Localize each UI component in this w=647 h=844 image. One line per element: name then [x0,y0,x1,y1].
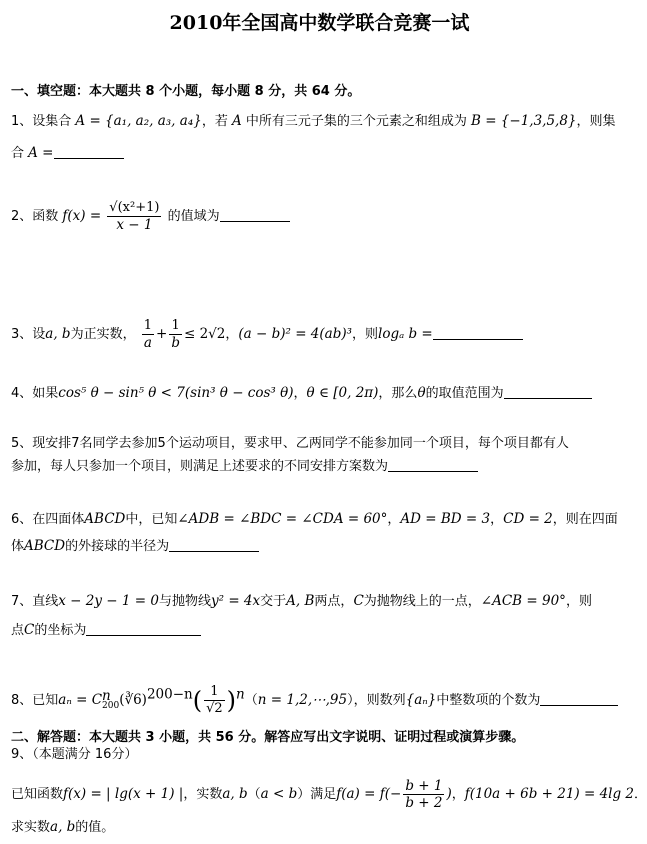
question-1-line-2: 合 A = [11,145,124,162]
set-b-definition: B = {−1,3,5,8} [470,113,577,129]
section-heading-fill-in: 一、填空题：本大题共 8 个小题，每小题 8 分，共 64 分。 [11,84,361,99]
answer-blank-8[interactable] [540,692,618,706]
question-6-line-2: 体ABCD的外接球的半径为 [11,538,259,555]
section-heading-solutions: 二、解答题：本大题共 3 小题，共 56 分。解答应写出文字说明、证明过程或演算步骤。 [11,730,525,745]
question-8: 8、已知aₙ = C n 200 (∛6)$^{200-n}$( $\frac{1}{√2}$ )$^n$（n = 1,2,⋯,95），则数列{aₙ}中整数项的个数为 [11,684,618,717]
question-3: 3、设a, b为正实数， $\frac{1}{a}$ + $\frac{1}{b}$ ≤ 2√2，(a − b)² = 4(ab)³，则logₐ b = [11,318,523,351]
question-1-line-1: 1、设集合 A = {a₁, a₂, a₃, a₄}，若 A 中所有三元子集的三个元素之和组成为 B = {−1,3,5,8}，则集 [11,113,616,129]
answer-blank-2[interactable] [220,208,290,222]
answer-blank-4[interactable] [504,385,592,399]
question-5-line-1: 5、现安排7名同学去参加5个运动项目，要求甲、乙两同学不能参加同一个项目，每个项目都有人 [11,436,569,451]
question-9-ask: 求实数a, b的值。 [11,819,115,835]
question-7-line-2: 点C的坐标为 [11,622,201,639]
question-2: 2、函数 f(x) = $\frac{\text{√(x²+1)}}{x - 1}$ 的值域为 [11,200,290,233]
page-title: 2010年全国高中数学联合竞赛一试 [169,12,470,34]
fraction-b-plus-1-over-b-plus-2: $\frac{b + 1}{b + 2}$ [405,778,443,811]
domain-fraction: $\frac{\text{√(x²+1)}}{x - 1}$ [109,200,160,233]
answer-blank-5[interactable] [388,458,478,472]
set-a-definition: A = {a₁, a₂, a₃, a₄} [75,113,202,129]
fraction-1-over-b: $\frac{1}{b}$ [171,318,180,351]
one-over-root-two: $\frac{1}{√2}$ [206,684,223,716]
question-7-line-1: 7、直线x − 2y − 1 = 0与抛物线y² = 4x交于A, B两点，C为抛物线上的一点，∠ACB = 90°，则 [11,593,592,609]
fraction-1-over-a: $\frac{1}{a}$ [143,318,152,351]
answer-blank-3[interactable] [433,326,523,340]
answer-blank-1[interactable] [54,145,124,159]
answer-blank-7[interactable] [86,622,201,636]
question-9-statement: 已知函数f(x) = | lg(x + 1) |，实数a, b（a < b）满足f(a) = f(− $\frac{b + 1}{b + 2}$ )，f(10a + 6b + 21) = 4lg 2． [11,778,647,811]
question-6-line-1: 6、在四面体ABCD中，已知∠ADB = ∠BDC = ∠CDA = 60°，AD = BD = 3，CD = 2，则在四面 [11,511,618,527]
question-5-line-2: 参加，每人只参加一个项目，则满足上述要求的不同安排方案数为 [11,458,478,475]
question-4: 4、如果cos⁵ θ − sin⁵ θ < 7(sin³ θ − cos³ θ)，θ ∈ [0, 2π)，那么θ的取值范围为 [11,385,592,402]
answer-blank-6[interactable] [169,538,259,552]
question-9-heading: 9、（本题满分 16分） [11,747,138,762]
